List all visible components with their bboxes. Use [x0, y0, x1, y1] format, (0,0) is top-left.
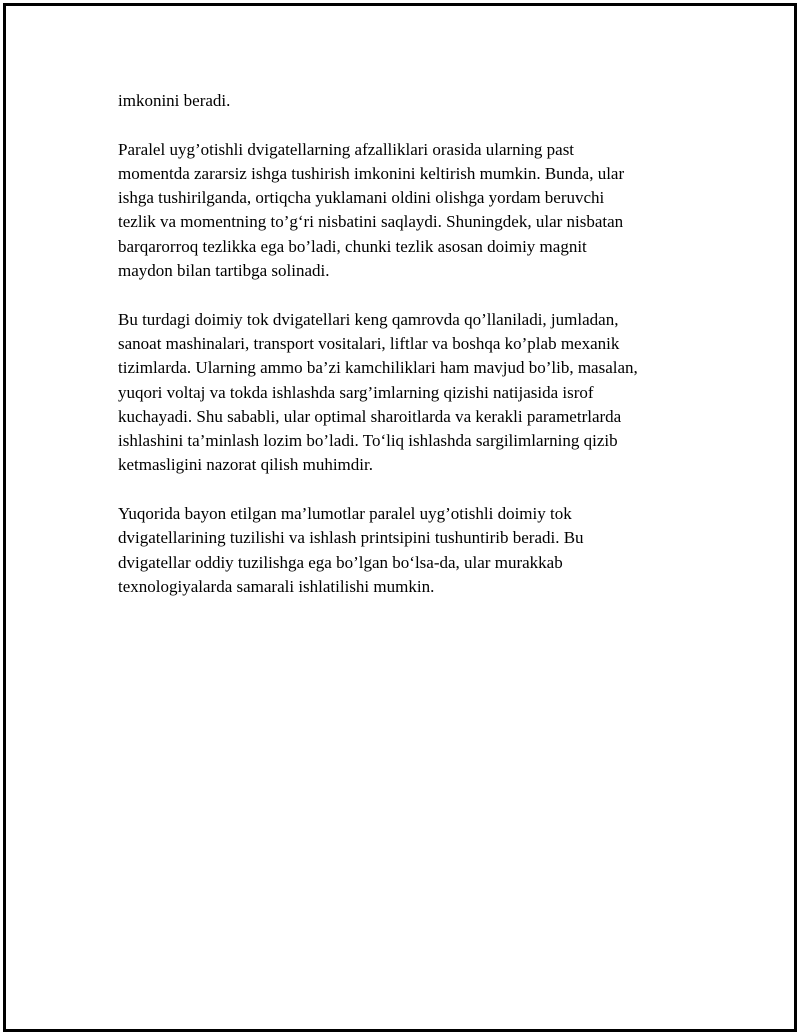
text-line: texnologiyalarda samarali ishlatilishi mumkin.	[118, 576, 435, 596]
text-line: tizimlarda. Ularning ammo ba’zi kamchiliklari ham mavjud bo’lib, masalan,	[118, 358, 638, 378]
paragraph-4	[118, 502, 718, 599]
paragraph-spacer	[118, 478, 718, 502]
text-line: dvigatellar oddiy tuzilishga ega bo’lgan bo‘lsa-da, ular murakkab	[118, 552, 563, 572]
text-line: Yuqorida bayon etilgan ma’lumotlar paralel uyg’otishli doimiy tok	[118, 504, 572, 524]
text-line: barqarorroq tezlikka ega bo’ladi, chunki tezlik asosan doimiy magnit	[118, 236, 587, 256]
paragraph-2	[118, 138, 718, 284]
paragraph-spacer	[118, 283, 718, 307]
text-line: kuchayadi. Shu sababli, ular optimal sharoitlarda va kerakli parametrlarda	[118, 406, 622, 426]
text-line: imkonini beradi.	[118, 91, 231, 110]
text-line: tezlik va momentning to’g‘ri nisbatini saqlaydi. Shuningdek, ular nisbatan	[118, 212, 624, 232]
text-line: ishga tushirilganda, ortiqcha yuklamani oldini olishga yordam beruvchi	[118, 188, 605, 208]
text-line: sanoat mashinalari, transport vositalari, liftlar va boshqa ko’plab mexanik	[118, 333, 620, 353]
paragraph-3	[118, 308, 718, 478]
paragraph-spacer	[118, 113, 718, 137]
text-line: momentda zararsiz ishga tushirish imkonini keltirish mumkin. Bunda, ular	[118, 163, 625, 183]
text-line: ketmasligini nazorat qilish muhimdir.	[118, 455, 373, 475]
text-line: Bu turdagi doimiy tok dvigatellari keng qamrovda qo’llaniladi, jumladan,	[118, 309, 619, 329]
text-line: dvigatellarining tuzilishi va ishlash printsipini tushuntirib beradi. Bu	[118, 528, 584, 548]
paragraph-1	[118, 89, 718, 113]
text-line: Paralel uyg’otishli dvigatellarning afzalliklari orasida ularning past	[118, 139, 575, 159]
text-line: yuqori voltaj va tokda ishlashda sarg’imlarning qizishi natijasida isrof	[118, 382, 594, 402]
document-body	[118, 89, 718, 599]
text-line: ishlashini ta’minlash lozim bo’ladi. To‘liq ishlashda sargilimlarning qizib	[118, 431, 618, 451]
text-line: maydon bilan tartibga solinadi.	[118, 261, 330, 281]
